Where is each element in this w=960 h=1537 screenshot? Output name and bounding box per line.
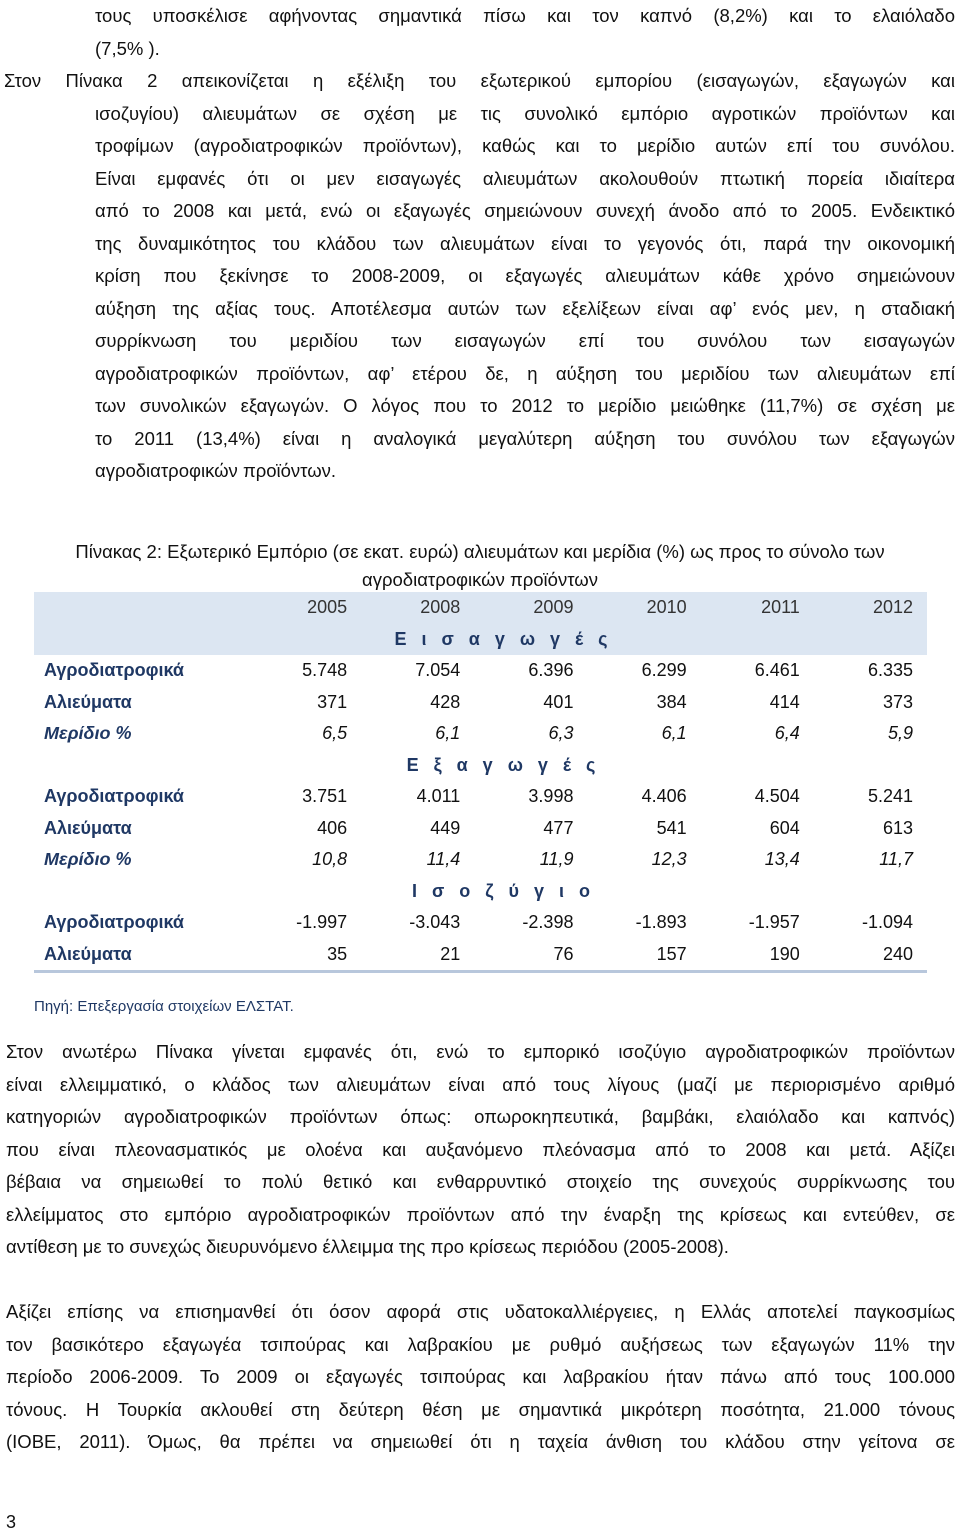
cell: -1.893 [635,912,687,933]
cell: 10,8 [312,849,348,870]
cell: 384 [656,691,687,712]
table-caption: Πίνακας 2: Εξωτερικό Εμπόριο (σε εκατ. ευρώ) αλιευμάτων και μερίδια (%) ως προς το σύνολο των [75,541,885,562]
cell: 373 [882,691,913,712]
text-line: κρίση που ξεκίνησε το 2008-2009, οι εξαγωγές αλιευμάτων κάθε χρόνο σημειώνουν [95,265,955,286]
row-label: Αγροδιατροφικά [44,660,185,681]
row-label: Αλιεύματα [34,939,248,972]
cell: 12,3 [651,849,687,870]
cell: 6,1 [435,723,461,744]
text-line: Είναι εμφανές ότι οι μεν εισαγωγές αλιευμάτων ακολουθούν πτωτική πορεία ιδιαίτερα [95,167,955,189]
cell: 4.504 [754,786,800,807]
cell: 7.054 [415,660,461,681]
cell: 11,9 [539,849,574,870]
table-row [34,687,927,719]
cell: 3.751 [302,786,348,807]
year-header: 2005 [248,592,361,624]
cell: 35 [248,939,361,972]
text-line: των συνολικών εξαγωγών. Ο λόγος που το 2012 το μερίδιο μειώθηκε (11,7%) σε σχέση με [95,395,955,416]
table-row [34,813,927,845]
cell: 3.998 [528,786,574,807]
cell: 477 [543,817,574,838]
cell: -1.094 [861,912,913,933]
year-header: 2012 [814,592,927,624]
text-line: (7,5% ). [95,37,160,59]
cell: 6,5 [322,723,348,744]
cell: 414 [769,691,800,712]
cell: 449 [430,817,461,838]
table-row [34,939,927,972]
year-header: 2011 [701,592,814,624]
text-line: αύξηση της αξίας τους. Αποτέλεσμα αυτών των εξελίξεων είναι αφ’ ενός μεν, η σταδιακή [95,297,955,319]
row-label: Μερίδιο % [44,849,132,870]
year-header: 2008 [361,592,474,624]
cell: 5.241 [867,786,913,807]
text-line: τροφίμων (αγροδιατροφικών προϊόντων), καθώς και το μερίδιο αυτών επί του συνόλου. [95,135,955,156]
table-row [34,655,927,687]
row-label: Μερίδιο % [44,723,132,744]
text-line: βέβαια να σημειωθεί το πολύ θετικό και ενθαρρυντικό στοιχείο της συνεχούς συρρίκνωσης του [6,1171,955,1192]
text-line: από το 2008 και μετά, ενώ οι εξαγωγές σημειώνουν συνεχή άνοδο από το 2005. Ενδεικτικό [95,200,955,221]
cell: 604 [769,817,800,838]
row-label: Αγροδιατροφικά [44,786,185,807]
text-line: Στον Πίνακα 2 απεικονίζεται η εξέλιξη του εξωτερικού εμπορίου (εισαγωγών, εξαγωγών και [4,70,955,91]
text-line: περίοδο 2006-2009. Το 2009 οι εξαγωγές τσιπούρας και λαβρακίου ήταν πάνω από τους 100.000 [6,1366,955,1387]
text-line: Στον ανωτέρω Πίνακα γίνεται εμφανές ότι, ενώ το εμπορικό ισοζύγιο αγροδιατροφικών προϊόντων [6,1041,955,1062]
cell: 6,1 [661,723,687,744]
cell: 11,7 [879,849,913,870]
text-line: συρρίκνωση του μεριδίου των εισαγωγών επί του συνόλου των εισαγωγών [95,330,955,351]
cell: 6,4 [774,723,800,744]
text-line: τόνους. Η Τουρκία ακλουθεί στη δεύτερη θέση με σημαντικά μικρότερη ποσότητα, 21.000 τόνους [6,1398,955,1420]
cell: 401 [543,691,574,712]
table-caption-continued: αγροδιατροφικών προϊόντων [362,569,598,590]
cell: 6.396 [528,660,574,681]
cell: 13,4 [764,849,800,870]
text-line: είναι ελλειμματικό, ο κλάδος των αλιευμάτων είναι από τους λίγους (μαζί με περιορισμένο αριθμό [6,1073,955,1095]
paragraph-trade-balance [6,1036,955,1264]
table-row [34,781,927,813]
table-row-share [34,718,927,750]
cell: 157 [587,939,700,972]
cell: 76 [474,939,587,972]
text-line: Αξίζει επίσης να επισημανθεί ότι όσον αφορά στις υδατοκαλλιέργειες, η Ελλάς αποτελεί παγκοσμίως [6,1301,955,1322]
text-line: που είναι πλεονασματικός με ολοένα και αυξανόμενο πλεόνασμα από το 2008 και μετά. Αξίζει [6,1138,955,1160]
row-label: Αλιεύματα [44,817,132,838]
table-source-note: Πηγή: Επεξεργασία στοιχείων ΕΛΣΤΑΤ. [34,998,294,1015]
section-imports [34,624,927,656]
cell: 5.748 [302,660,348,681]
table-row [34,907,927,939]
text-line: (ΙΟΒΕ, 2011). Όμως, θα πρέπει να σημειωθεί ότι η ταχεία άνθιση του κλάδου στην γείτονα σε [6,1431,955,1452]
trade-table [34,592,927,973]
text-line: αγροδιατροφικών προϊόντων, αφ’ ετέρου δε, η αύξηση του μεριδίου των αλιευμάτων επί [95,362,955,384]
table-header-row [34,592,927,624]
cell: 21 [361,939,474,972]
text-line: αγροδιατροφικών προϊόντων. [95,460,337,481]
text-line: το 2011 (13,4%) είναι η αναλογικά μεγαλύτερη αύξηση του συνόλου των εξαγωγών [95,427,955,449]
text-line: τον βασικότερο εξαγωγέα τσιπούρας και λαβρακίου με ρυθμό αυξήσεως των εξαγωγών 11% την [6,1333,955,1355]
cell: 6.299 [641,660,687,681]
section-exports [34,750,927,782]
text-line: τους υποσκέλισε αφήνοντας σημαντικά πίσω και τον καπνό (8,2%) και το ελαιόλαδο [95,5,955,26]
text-line: ισοζυγίου) αλιευμάτων σε σχέση με τις συνολικό εμπόριο αγροτικών προϊόντων και [95,102,955,124]
cell: 6.461 [754,660,800,681]
cell: 371 [317,691,348,712]
cell: 613 [882,817,913,838]
cell: 6.335 [867,660,913,681]
cell: -2.398 [522,912,574,933]
cell: 190 [701,939,814,972]
cell: 541 [656,817,687,838]
cell: -1.997 [296,912,348,933]
text-line: κατηγοριών αγροδιατροφικών προϊόντων όπως: οπωροκηπευτικά, βαμβάκι, ελαιόλαδο και καπνός) [6,1106,955,1127]
cell: 4.011 [416,786,461,807]
cell: 6,3 [548,723,574,744]
text-line: ελλείμματος στο εμπόριο αγροδιατροφικών προϊόντων από την έναρξη της κρίσεως και εντεύθεν, σε [6,1203,955,1225]
paragraph-aquaculture [6,1296,955,1459]
row-label: Αλιεύματα [44,691,132,712]
cell: -1.957 [748,912,800,933]
section-title: Ε ι σ α γ ω γ έ ς [34,624,927,656]
section-title: Ε ξ α γ ω γ έ ς [34,750,927,782]
section-balance [34,876,927,908]
cell: 4.406 [641,786,687,807]
year-header: 2009 [474,592,587,624]
text-line: αντίθεση με το συνεχώς διευρυνόμενο έλλειμμα της προ κρίσεως περιόδου (2005-2008). [6,1236,729,1257]
cell: -3.043 [409,912,461,933]
cell: 5,9 [887,723,913,744]
section-title: Ι σ ο ζ ύ γ ι ο [34,876,927,908]
table-row-share [34,844,927,876]
paragraph-fisheries-trade [4,0,955,488]
year-header: 2010 [587,592,700,624]
page-number: 3 [6,1512,17,1532]
cell: 406 [317,817,348,838]
cell: 240 [814,939,927,972]
cell: 11,4 [426,849,461,870]
text-line: της δυναμικότητος του κλάδου των αλιευμάτων είναι το γεγονός ότι, παρά την οικονομική [95,232,955,254]
cell: 428 [430,691,461,712]
row-label: Αγροδιατροφικά [44,912,185,933]
